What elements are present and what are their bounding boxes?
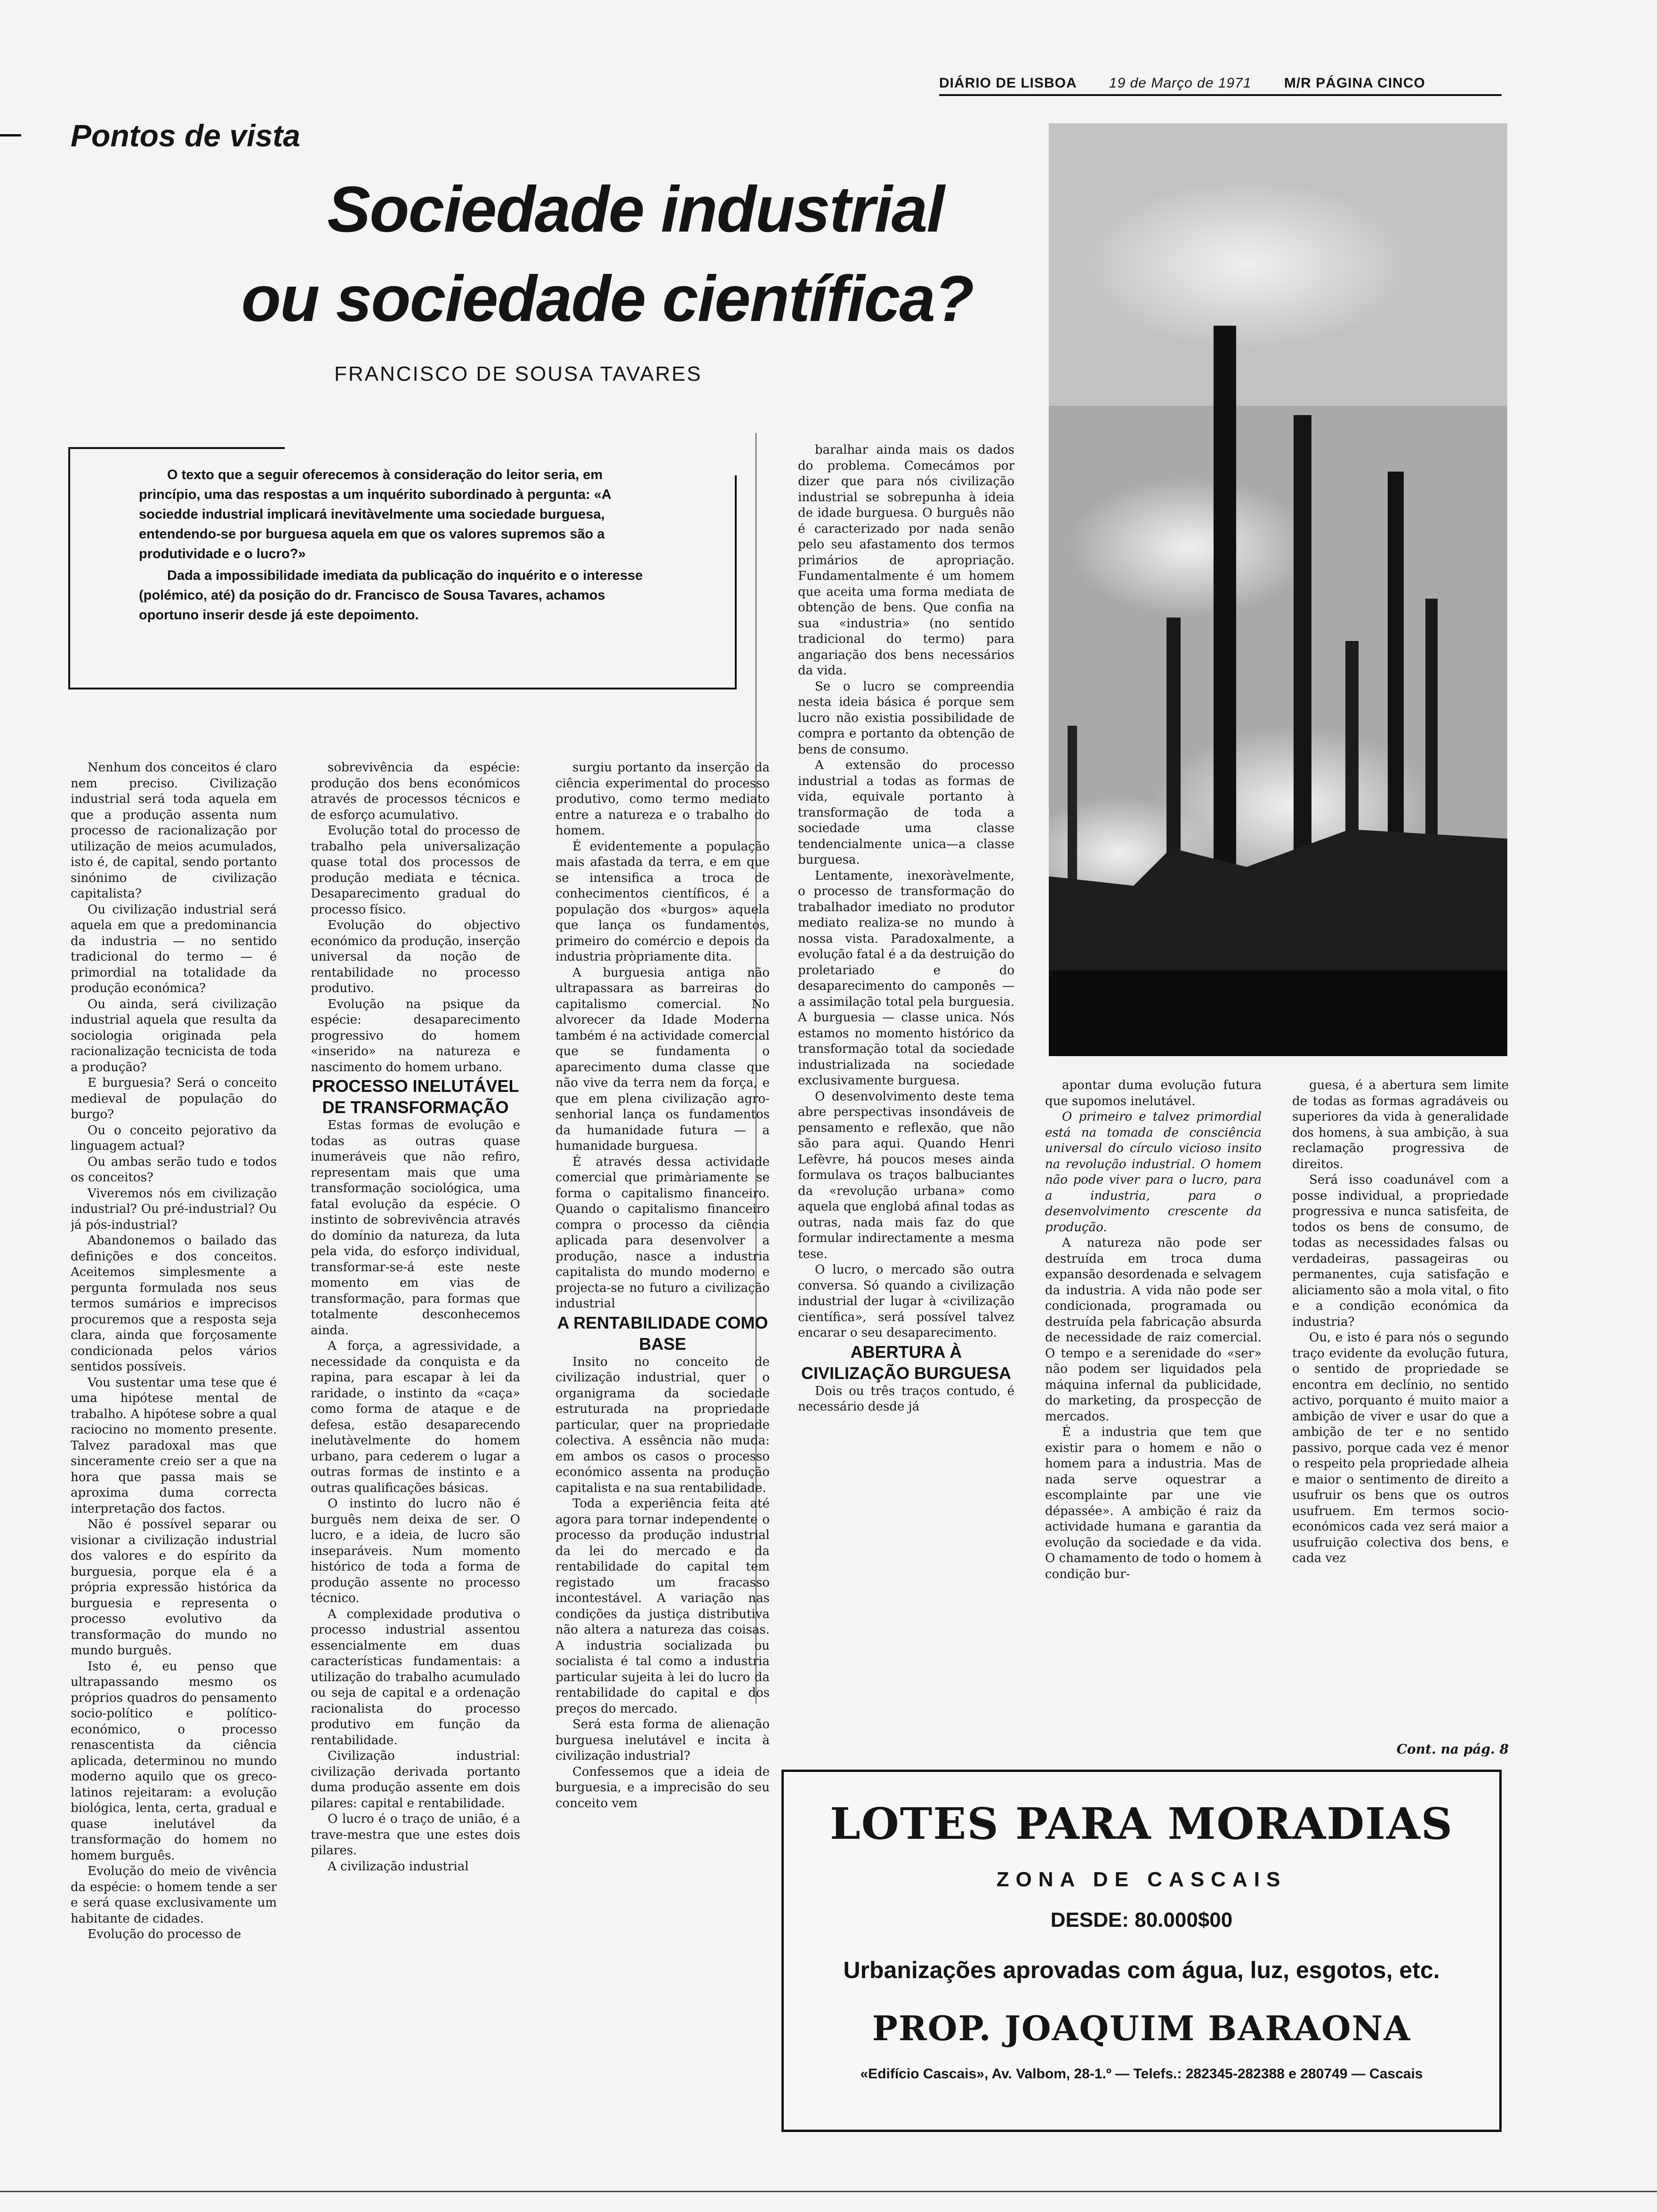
paragraph: Ou civilização industrial será aquela em que a predominancia da industria — no sentido tradicional do termo — é primordial na totalidade da produção económica? — [71, 902, 277, 995]
paper-name: DIÁRIO DE LISBOA — [939, 75, 1077, 91]
advertisement-lotes — [781, 1770, 1502, 2132]
paragraph: A complexidade produtiva o processo industrial assentou essencialmente em duas características fundamentais: a utilização do trabalho acumulado ou seja de capital e a ordenação racionalista do processo produtivo em função da rentabilidade. — [311, 1607, 520, 1747]
paragraph: Insito no conceito de civilização industrial, quer o organigrama da sociedade estruturada na propriedade particular, quer na propriedade colectiva. A essência não muda: em ambos os casos o processo económico assenta na produção capitalista e na sua rentabilidade. — [555, 1354, 770, 1495]
paragraph: Confessemos que a ideia de burguesia, e a imprecisão do seu conceito vem — [555, 1764, 770, 1811]
paragraph: Evolução do objectivo económico da produção, inserção universal da noção de rentabilidade no processo produtivo. — [311, 918, 520, 995]
paragraph: O desenvolvimento deste tema abre perspectivas insondáveis de pensamento e reflexão, que não são para aqui. Quando Henri Lefèvre, há poucos meses ainda formulava os traços balbuciantes da «revolução urbana» como aquela que englobá afinal todas as outras, nada mais faz do que formular indirectamente a mesma tese. — [798, 1089, 1014, 1261]
headline-line-2: ou sociedade científica? — [241, 262, 973, 335]
intro-right-rule — [735, 475, 737, 689]
left-edge-mark — [0, 134, 21, 136]
continued-note: Cont. na pág. 8 — [1396, 1741, 1509, 1757]
article-column-4 — [798, 442, 1014, 1732]
ad-owner: PROP. JOAQUIM BARAONA — [872, 2008, 1411, 2048]
headline — [207, 174, 1007, 335]
header-rule — [939, 94, 1502, 96]
masthead-line — [939, 75, 1502, 91]
paragraph: Ou ambas serão tudo e todos os conceitos? — [71, 1154, 277, 1185]
paragraph: O lucro é o traço de união, é a trave-mestra que une estes dois pilares. — [311, 1812, 520, 1858]
paragraph: É a industria que tem que existir para o homem e não o homem para a industria. Mas de nada serve oquestrar a escomplainte par une vie dépassée». A ambição é raiz da actividade humana e garantia da evolução da sociedade e da vida. O chamamento de todo o homem à condição bur- — [1045, 1425, 1262, 1581]
paragraph: Toda a experiência feita até agora para tornar independente o processo da produção industrial da lei do mercado e da rentabilidade do capital tem registado um fracasso incontestável. A variação nas condições da justiça distributiva não altera a natureza das coisas. A industria socializada ou socialista é tal como a industria particular sujeita à lei do lucro da rentabilidade do capital e dos preços do mercado. — [555, 1497, 770, 1716]
issue-date: 19 de Março de 1971 — [1109, 75, 1252, 91]
intro-paragraph: Dada a impossibilidade imediata da publicação do inquérito e o interesse (polémico, até) da posição do dr. Francisco de Sousa Tavares, achamos oportuno inserir desde já este depoimento. — [139, 568, 643, 623]
paragraph: Ou, e isto é para nós o segundo traço evidente da evolução futura, o sentido de propriedade se encontra em declínio, no sentido activo, porquanto é muito maior a ambição de viver e usar do que a ambição de ter e no sentido passivo, porque cada vez é menor o respeito pela propriedade alheia e maior o sentimento de direito a usufruir os bens que os outros usufruem. Em termos socio-económicos cada vez será maior a usufruição colectiva dos bens, e cada vez — [1292, 1330, 1509, 1565]
page-label: M/R PÁGINA CINCO — [1284, 75, 1425, 91]
intro-bottom-rule — [68, 688, 737, 689]
byline: FRANCISCO DE SOUSA TAVARES — [334, 362, 702, 385]
section-kicker: Pontos de vista — [71, 118, 300, 153]
paragraph: A extensão do processo industrial a todas as formas de vida, equivale portanto à transformação de toda a sociedade uma classe tendencialmente unica—a classe burguesa. — [798, 758, 1014, 867]
paragraph: Evolução na psique da espécie: desaparecimento progressivo do homem «inserido» na natureza e nascimento do homem urbano. — [311, 997, 520, 1074]
paragraph: Se o lucro se compreendia nesta ideia básica é porque sem lucro não existia possibilidade de compra e portanto da obtenção de bens de consumo. — [798, 679, 1014, 757]
paragraph: A força, a agressividade, a necessidade da conquista e da rapina, para escapar à lei da raridade, o instinto da «caça» como forma de ataque e de defesa, estão desaparecendo inelutàvelmente do homem urbano, para cederem o lugar a outras formas de instinto e a outras qualificações básicas. — [311, 1339, 520, 1495]
paragraph: A natureza não pode ser destruída em troca duma expansão desordenada e selvagem da industria. A vida não pode ser condicionada, programada ou destruída pela fabricação absurda de necessidade de raiz comercial. O tempo e a serenidade do «ser» não podem ser liquidados pela máquina infernal da publicidade, do marketing, da prospecção de mercados. — [1045, 1236, 1262, 1424]
article-column-5 — [1045, 1078, 1262, 1737]
headline-line-1: Sociedade industrial — [327, 173, 944, 246]
paragraph: O instinto do lucro não é burguês nem deixa de ser. O lucro, e a ideia, de lucro são inseparáveis. Num momento histórico de toda a forma de produção assente no processo técnico. — [311, 1497, 520, 1605]
subheading-abertura: ABERTURA À CIVILIZAÇÃO BURGUESA — [801, 1342, 1011, 1383]
paragraph: Civilização industrial: civilização derivada portanto duma produção assente em dois pilares: capital e rentabilidade. — [311, 1749, 520, 1811]
ad-zone: ZONA DE CASCAIS — [996, 1868, 1287, 1891]
article-column-2 — [311, 760, 520, 2170]
paragraph: Dois ou três traços contudo, é necessário desde já — [798, 1384, 1014, 1414]
intro-text — [139, 465, 661, 627]
paragraph: É evidentemente a população mais afastada da terra, e em que se intensifica a troca de conhecimentos científicos, é a população dos «burgos» aquela que lança os fundamentos, primeiro do comércio e depois da industria pròpriamente dita. — [555, 839, 770, 964]
intro-left-rule — [68, 447, 70, 689]
paragraph: guesa, é a abertura sem limite de todas as formas agradáveis ou superiores da vida à generalidade dos homens, à sua ambição, à sua reclamação progressiva de direitos. — [1292, 1078, 1509, 1171]
intro-top-rule — [68, 447, 285, 449]
paragraph: É através dessa actividade comercial que primàriamente se forma o capitalismo financeiro. Quando o capitalismo financeiro compra o processo da ciência aplicada para desenvolver a produção, nasce a industria capitalista do mundo moderno e projecta-se no futuro a civilização industrial — [555, 1154, 770, 1311]
paragraph: Vou sustentar uma tese que é uma hipótese mental de trabalho. A hipótese sobre a qual raciocino no momento presente. Talvez paradoxal mas que sinceramente creio ser a que na hora que passa mais se aproxima duma correcta interpretação dos factos. — [71, 1375, 277, 1516]
paragraph: surgiu portanto da inserção da ciência experimental do processo produtivo, como termo mediato entre a natureza e o trabalho do homem. — [555, 761, 770, 838]
paragraph: E burguesia? Será o conceito medieval de população do burgo? — [71, 1076, 277, 1122]
paragraph: Não é possível separar ou visionar a civilização industrial dos valores e do espírito da burguesia, porque ela é a própria expressão histórica da burguesia e representa o processo evolutivo da transformação do mundo no mundo burguês. — [71, 1517, 277, 1658]
page-bottom-rule — [0, 2191, 1657, 2192]
paragraph: A civilização industrial — [328, 1859, 469, 1874]
paragraph: Abandonemos o bailado das definições e dos conceitos. Aceitemos simplesmente a pergunta formulada nos seus termos sumários e imprecisos procuremos que a resposta seja clara, ainda que forçosamente condicionada pelos vários sentidos possíveis. — [71, 1234, 277, 1374]
ad-price: DESDE: 80.000$00 — [1050, 1908, 1233, 1931]
paragraph: Nenhum dos conceitos é claro nem preciso. Civilização industrial será toda aquela em que a produção assenta num processo de racionalização por utilização de meios acumulados, isto é, de capital, sendo portanto sinónimo de civilização capitalista? — [71, 761, 277, 901]
paragraph: O primeiro e talvez primordial está na tomada de consciência universal do círculo vicioso insito na revolução industrial. O homem não pode viver para o lucro, para a industria, para o desenvolvimento crescente da produção. — [1045, 1110, 1262, 1234]
paragraph: Será esta forma de alienação burguesa inelutável e incita à civilização industrial? — [555, 1717, 770, 1763]
paragraph: Ou ainda, será civilização industrial aquela que resulta da sociologia originada pela racionalização tecnicista de toda a produção? — [71, 997, 277, 1074]
article-column-6 — [1292, 1078, 1509, 1737]
paragraph: Evolução do processo de — [88, 1927, 241, 1941]
ad-title: LOTES PARA MORADIAS — [829, 1798, 1454, 1849]
paragraph: Evolução total do processo de trabalho pela universalização quase total dos processos de produção mediata e técnica. Desaparecimento gradual do processo físico. — [311, 824, 520, 917]
article-column-3 — [555, 760, 770, 2170]
paragraph: Ou o conceito pejorativo da linguagem actual? — [71, 1123, 277, 1153]
paragraph: A burguesia antiga não ultrapassara as barreiras do capitalismo comercial. No alvorecer da Idade Moderna também é na actividade comercial que se fundamenta o aparecimento duma classe que não vive da terra nem da força, e que em plena civilização agro-senhorial lança os fundamentos da humanidade futura — a humanidade burguesa. — [555, 965, 770, 1153]
paragraph: sobrevivência da espécie: produção dos bens económicos através de processos técnicos e de esforço acumulativo. — [311, 761, 520, 822]
paragraph: Será isso coadunável com a posse individual, a propriedade progressiva e nunca satisfeita, de todos os bens de consumo, de todas as necessidades falsas ou verdadeiras, passageiras ou permanentes, cuja satisfação e aliciamento são a mola vital, o fito e a condição económica da industria? — [1292, 1173, 1509, 1329]
paragraph: O lucro, o mercado são outra conversa. Só quando a civilização industrial der lugar à «civilização científica», será possível talvez encarar o seu desaparecimento. — [798, 1263, 1014, 1340]
paragraph: Estas formas de evolução e todas as outras quase inumeráveis que não refiro, representam mais que uma transformação sociológica, uma fatal evolução da espécie. O instinto de sobrevivência através do domínio da natureza, da luta pela vida, do esforço individual, transformar-se-á este neste momento em vias de transformação, para formas que totalmente desconhecemos ainda. — [311, 1118, 520, 1338]
ad-description: Urbanizações aprovadas com água, luz, esgotos, etc. — [843, 1957, 1440, 1983]
paragraph: baralhar ainda mais os dados do problema. Comecámos por dizer que para nós civilização industrial se sobrepunha à ideia de idade burguesa. O burguês não é caracterizado por nada senão pelo seu afastamento dos termos primários de apropriação. Fundamentalmente é um homem que aceita uma forma mediata de obtenção de bens. Que confia na sua «industria» (no sentido tradicional do termo) para angariação dos bens necessários da vida. — [798, 443, 1014, 678]
smokestacks-photo — [1049, 123, 1507, 1056]
paragraph: apontar duma evolução futura que supomos inelutável. — [1045, 1078, 1262, 1108]
paragraph: Lentamente, inexoràvelmente, o processo de transformação do trabalhador imediato no produtor mediato realiza-se no mundo à nossa vista. Paradoxalmente, a evolução fatal é a da destruição do proletariado e do desaparecimento do camponês — a assimilação total pela burguesia. A burguesia — classe unica. Nós estamos no momento histórico da transformação total da sociedade industrializada na sociedade exclusivamente burguesa. — [798, 868, 1014, 1088]
factory-chimneys-image — [1049, 123, 1507, 1056]
article-column-1 — [71, 760, 277, 2170]
intro-paragraph: O texto que a seguir oferecemos à consideração do leitor seria, em princípio, uma das respostas a um inquérito subordinado à pergunta: «A sociedde industrial implicará inevitàvelmente uma sociedade burguesa, entendendo-se por burguesa aquela em que os valores supremos são a produtividade e o lucro?» — [139, 467, 611, 562]
subheading-rentabilidade: A RENTABILIDADE COMO BASE — [557, 1313, 768, 1354]
paragraph: Isto é, eu penso que ultrapassando mesmo os próprios quadros do pensamento socio-político e político-económico, o processo renascentista da ciência aplicada, determinou no mundo moderno aquilo que os greco-latinos rejeitaram: a evolução biológica, lenta, certa, gradual e quase inelutável da transformação do homem no homem burguês. — [71, 1659, 277, 1863]
paragraph: Viveremos nós em civilização industrial? Ou pré-industrial? Ou já pós-industrial? — [71, 1186, 277, 1232]
intro-box — [68, 447, 737, 692]
paragraph: Evolução do meio de vivência da espécie: o homem tende a ser e será quase exclusivamente um habitante de cidades. — [71, 1864, 277, 1926]
ad-address: «Edifício Cascais», Av. Valbom, 28-1.º — Telefs.: 282345-282388 e 280749 — Cascais — [860, 2066, 1423, 2082]
subheading-processo: PROCESSO INELUTÁVEL DE TRANSFORMAÇÃO — [312, 1076, 519, 1117]
